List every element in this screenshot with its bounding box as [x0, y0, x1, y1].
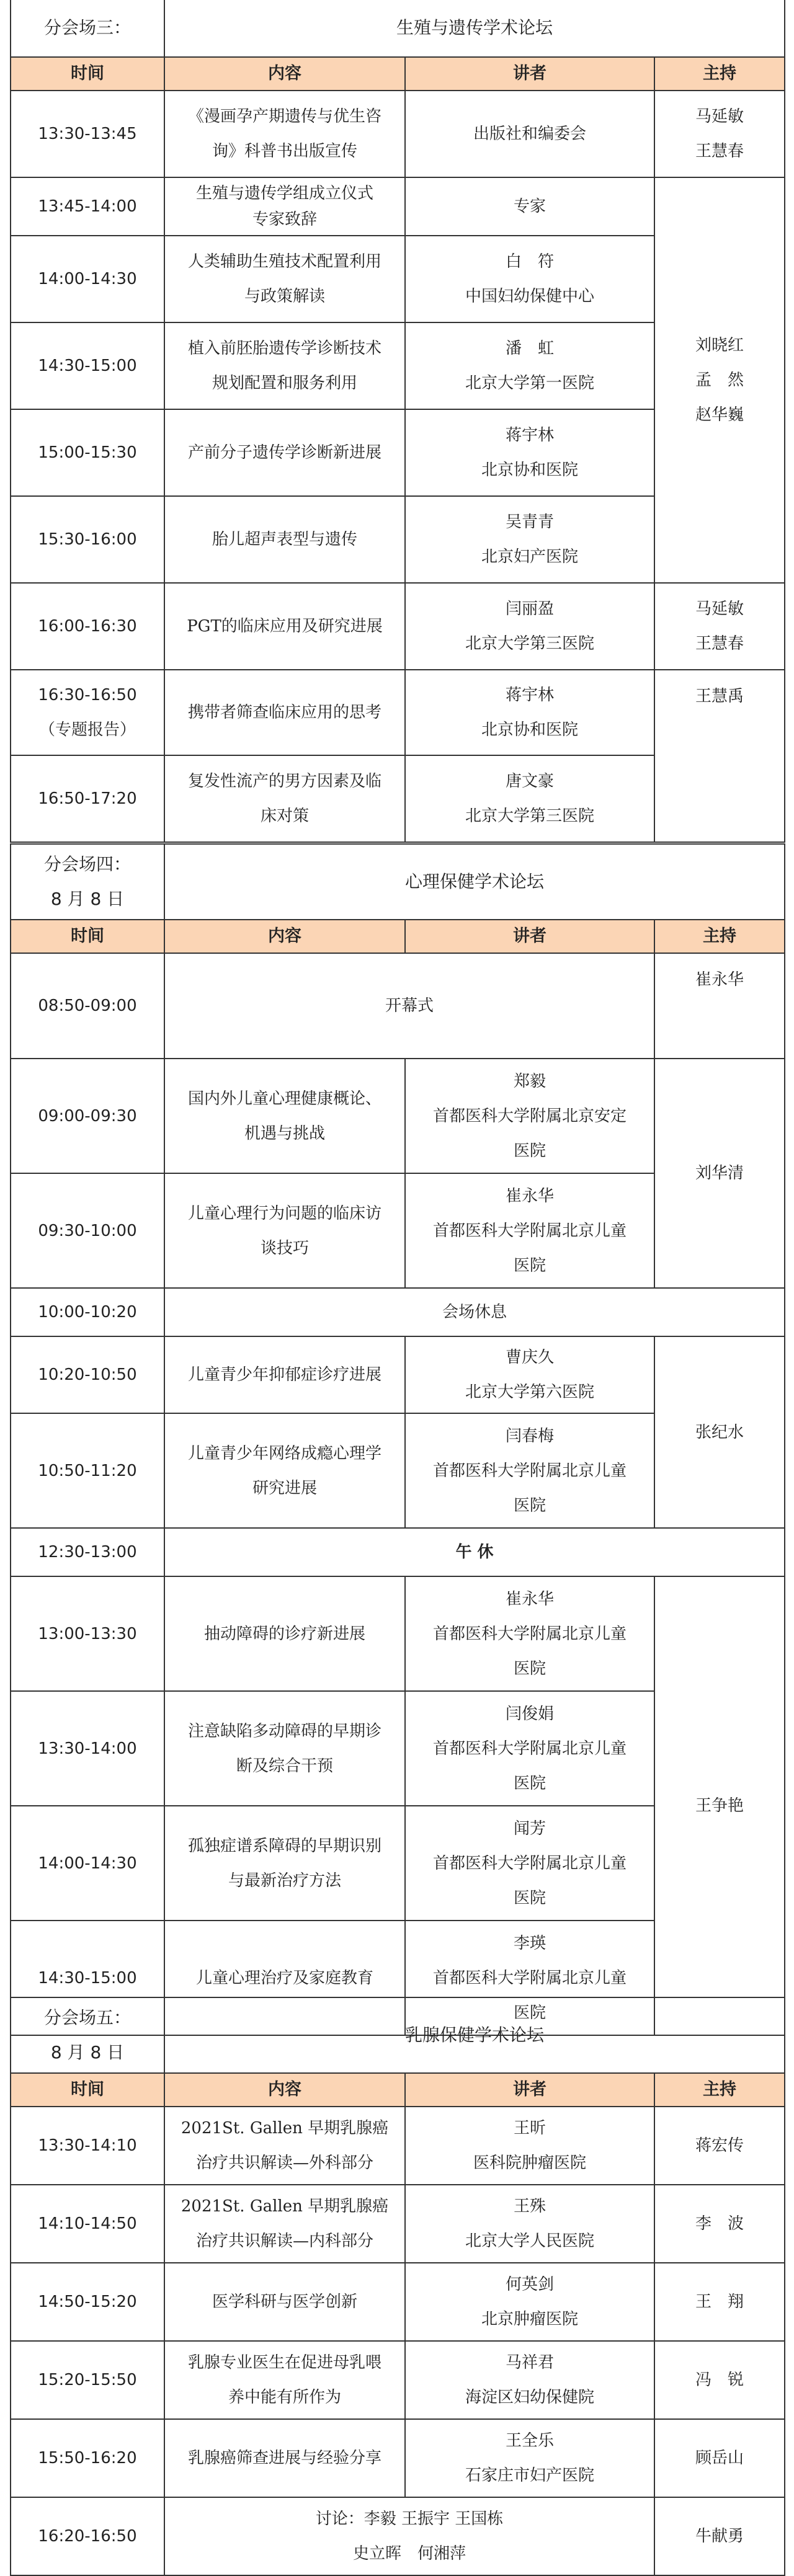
host-cell: 王慧禹	[654, 670, 785, 842]
time-cell: 15:00-15:30	[11, 409, 164, 496]
host-cell: 牛献勇	[654, 2497, 785, 2575]
content-cell: PGT的临床应用及研究进展	[164, 583, 405, 670]
content-cell: 携带者筛查临床应用的思考	[164, 670, 405, 755]
time-cell: 14:30-15:00	[11, 1921, 164, 2035]
header-host: 主持	[654, 2073, 785, 2107]
time-cell: 10:00-10:20	[11, 1288, 164, 1336]
host-cell: 张纪水	[654, 1336, 785, 1528]
time-cell: 15:50-16:20	[11, 2419, 164, 2497]
time-cell: 14:50-15:20	[11, 2263, 164, 2341]
header-time: 时间	[11, 2073, 164, 2107]
session-label: 分会场五： 8 月 8 日	[11, 1997, 164, 2073]
host-cell: 马延敏 王慧春	[654, 583, 785, 670]
table-row	[11, 1528, 785, 1576]
table-row	[11, 91, 785, 177]
session-table-5	[10, 1997, 785, 2576]
table-row	[11, 1288, 785, 1336]
time-cell: 15:20-15:50	[11, 2341, 164, 2419]
speaker-cell: 王殊 北京大学人民医院	[405, 2185, 654, 2263]
session-title: 乳腺保健学术论坛	[164, 1997, 785, 2073]
session-title-row	[11, 0, 785, 57]
time-cell: 16:00-16:30	[11, 583, 164, 670]
session-title: 心理保健学术论坛	[164, 844, 785, 920]
table-header-row	[11, 2073, 785, 2107]
table-row	[11, 2419, 785, 2497]
speaker-cell: 崔永华 首都医科大学附属北京儿童 医院	[405, 1576, 654, 1691]
table-row	[11, 583, 785, 670]
content-cell: 胎儿超声表型与遗传	[164, 496, 405, 583]
table-header-row	[11, 57, 785, 91]
speaker-cell: 唐文豪 北京大学第三医院	[405, 755, 654, 842]
session-title-row	[11, 844, 785, 920]
lunch-break-cell: 午 休	[164, 1528, 785, 1576]
speaker-cell: 白 符 中国妇幼保健中心	[405, 236, 654, 322]
time-cell: 09:30-10:00	[11, 1173, 164, 1288]
content-cell: 医学科研与医学创新	[164, 2263, 405, 2341]
host-cell: 顾岳山	[654, 2419, 785, 2497]
session-title-row	[11, 1997, 785, 2073]
content-cell: 儿童青少年抑郁症诊疗进展	[164, 1336, 405, 1413]
header-content: 内容	[164, 920, 405, 953]
speaker-cell: 潘 虹 北京大学第一医院	[405, 322, 654, 409]
header-content: 内容	[164, 2073, 405, 2107]
speaker-cell: 王昕 医科院肿瘤医院	[405, 2107, 654, 2185]
speaker-cell: 闫丽盈 北京大学第三医院	[405, 583, 654, 670]
header-host: 主持	[654, 920, 785, 953]
host-cell: 刘晓红 孟 然 赵华巍	[654, 177, 785, 583]
speaker-cell: 何英剑 北京肿瘤医院	[405, 2263, 654, 2341]
session-table-4	[10, 843, 785, 2036]
content-cell: 注意缺陷多动障碍的早期诊 断及综合干预	[164, 1691, 405, 1806]
table-row	[11, 177, 785, 236]
content-cell: 复发性流产的男方因素及临 床对策	[164, 755, 405, 842]
speaker-cell: 专家	[405, 177, 654, 236]
speaker-cell: 王全乐 石家庄市妇产医院	[405, 2419, 654, 2497]
header-speaker: 讲者	[405, 57, 654, 91]
table-row	[11, 670, 785, 755]
speaker-cell: 马祥君 海淀区妇幼保健院	[405, 2341, 654, 2419]
time-cell: 09:00-09:30	[11, 1059, 164, 1173]
content-cell: 植入前胚胎遗传学诊断技术 规划配置和服务利用	[164, 322, 405, 409]
speaker-cell: 吴青青 北京妇产医院	[405, 496, 654, 583]
time-cell: 13:30-13:45	[11, 91, 164, 177]
speaker-cell: 郑毅 首都医科大学附属北京安定 医院	[405, 1059, 654, 1173]
time-cell: 10:20-10:50	[11, 1336, 164, 1413]
content-cell: 《漫画孕产期遗传与优生咨 询》科普书出版宣传	[164, 91, 405, 177]
speaker-cell: 闻芳 首都医科大学附属北京儿童 医院	[405, 1806, 654, 1921]
host-cell: 冯 锐	[654, 2341, 785, 2419]
break-cell: 会场休息	[164, 1288, 785, 1336]
content-cell: 2021St. Gallen 早期乳腺癌 治疗共识解读—外科部分	[164, 2107, 405, 2185]
content-cell: 产前分子遗传学诊断新进展	[164, 409, 405, 496]
content-cell: 2021St. Gallen 早期乳腺癌 治疗共识解读—内科部分	[164, 2185, 405, 2263]
content-cell: 儿童心理行为问题的临床访 谈技巧	[164, 1173, 405, 1288]
time-cell: 15:30-16:00	[11, 496, 164, 583]
host-cell: 王 翔	[654, 2263, 785, 2341]
time-cell: 16:20-16:50	[11, 2497, 164, 2575]
header-speaker: 讲者	[405, 920, 654, 953]
header-time: 时间	[11, 57, 164, 91]
table-row	[11, 1059, 785, 1173]
speaker-cell: 崔永华 首都医科大学附属北京儿童 医院	[405, 1173, 654, 1288]
time-cell: 13:30-14:10	[11, 2107, 164, 2185]
host-cell: 蒋宏传	[654, 2107, 785, 2185]
session-table-3	[10, 0, 785, 843]
table-row	[11, 1576, 785, 1691]
speaker-cell: 蒋宇林 北京协和医院	[405, 409, 654, 496]
content-cell: 儿童心理治疗及家庭教育	[164, 1921, 405, 2035]
time-cell: 14:10-14:50	[11, 2185, 164, 2263]
host-cell: 王争艳	[654, 1576, 785, 2035]
time-cell: 13:45-14:00	[11, 177, 164, 236]
content-cell: 孤独症谱系障碍的早期识别 与最新治疗方法	[164, 1806, 405, 1921]
table-row	[11, 953, 785, 1059]
speaker-cell: 李瑛 首都医科大学附属北京儿童 医院	[405, 1921, 654, 2035]
time-cell: 13:00-13:30	[11, 1576, 164, 1691]
host-cell: 崔永华	[654, 953, 785, 1059]
table-row	[11, 2497, 785, 2575]
header-speaker: 讲者	[405, 2073, 654, 2107]
host-cell: 马延敏 王慧春	[654, 91, 785, 177]
content-cell: 生殖与遗传学组成立仪式 专家致辞	[164, 177, 405, 236]
session-label: 分会场三：	[11, 0, 164, 57]
table-row	[11, 2263, 785, 2341]
speaker-cell: 出版社和编委会	[405, 91, 654, 177]
table-row	[11, 1336, 785, 1413]
speaker-cell: 闫春梅 首都医科大学附属北京儿童 医院	[405, 1413, 654, 1528]
content-cell: 抽动障碍的诊疗新进展	[164, 1576, 405, 1691]
session-title: 生殖与遗传学术论坛	[164, 0, 785, 57]
host-cell: 李 波	[654, 2185, 785, 2263]
time-cell: 16:30-16:50 （专题报告）	[11, 670, 164, 755]
time-cell: 16:50-17:20	[11, 755, 164, 842]
time-cell: 12:30-13:00	[11, 1528, 164, 1576]
time-cell: 10:50-11:20	[11, 1413, 164, 1528]
time-cell: 08:50-09:00	[11, 953, 164, 1059]
time-cell: 14:30-15:00	[11, 322, 164, 409]
table-row	[11, 2341, 785, 2419]
time-cell: 13:30-14:00	[11, 1691, 164, 1806]
time-cell: 14:00-14:30	[11, 236, 164, 322]
session-label: 分会场四： 8 月 8 日	[11, 844, 164, 920]
header-host: 主持	[654, 57, 785, 91]
table-row	[11, 2185, 785, 2263]
time-cell: 14:00-14:30	[11, 1806, 164, 1921]
content-cell: 儿童青少年网络成瘾心理学 研究进展	[164, 1413, 405, 1528]
speaker-cell: 曹庆久 北京大学第六医院	[405, 1336, 654, 1413]
content-cell: 乳腺癌筛查进展与经验分享	[164, 2419, 405, 2497]
content-cell: 乳腺专业医生在促进母乳喂 养中能有所作为	[164, 2341, 405, 2419]
content-cell: 国内外儿童心理健康概论、 机遇与挑战	[164, 1059, 405, 1173]
table-header-row	[11, 920, 785, 953]
discussion-cell: 讨论：李毅 王振宇 王国栋 史立晖 何湘萍	[164, 2497, 654, 2575]
table-row	[11, 2107, 785, 2185]
speaker-cell: 蒋宇林 北京协和医院	[405, 670, 654, 755]
content-cell: 人类辅助生殖技术配置利用 与政策解读	[164, 236, 405, 322]
host-cell: 刘华清	[654, 1059, 785, 1288]
header-time: 时间	[11, 920, 164, 953]
plenary-cell: 开幕式	[164, 953, 654, 1059]
header-content: 内容	[164, 57, 405, 91]
speaker-cell: 闫俊娟 首都医科大学附属北京儿童 医院	[405, 1691, 654, 1806]
